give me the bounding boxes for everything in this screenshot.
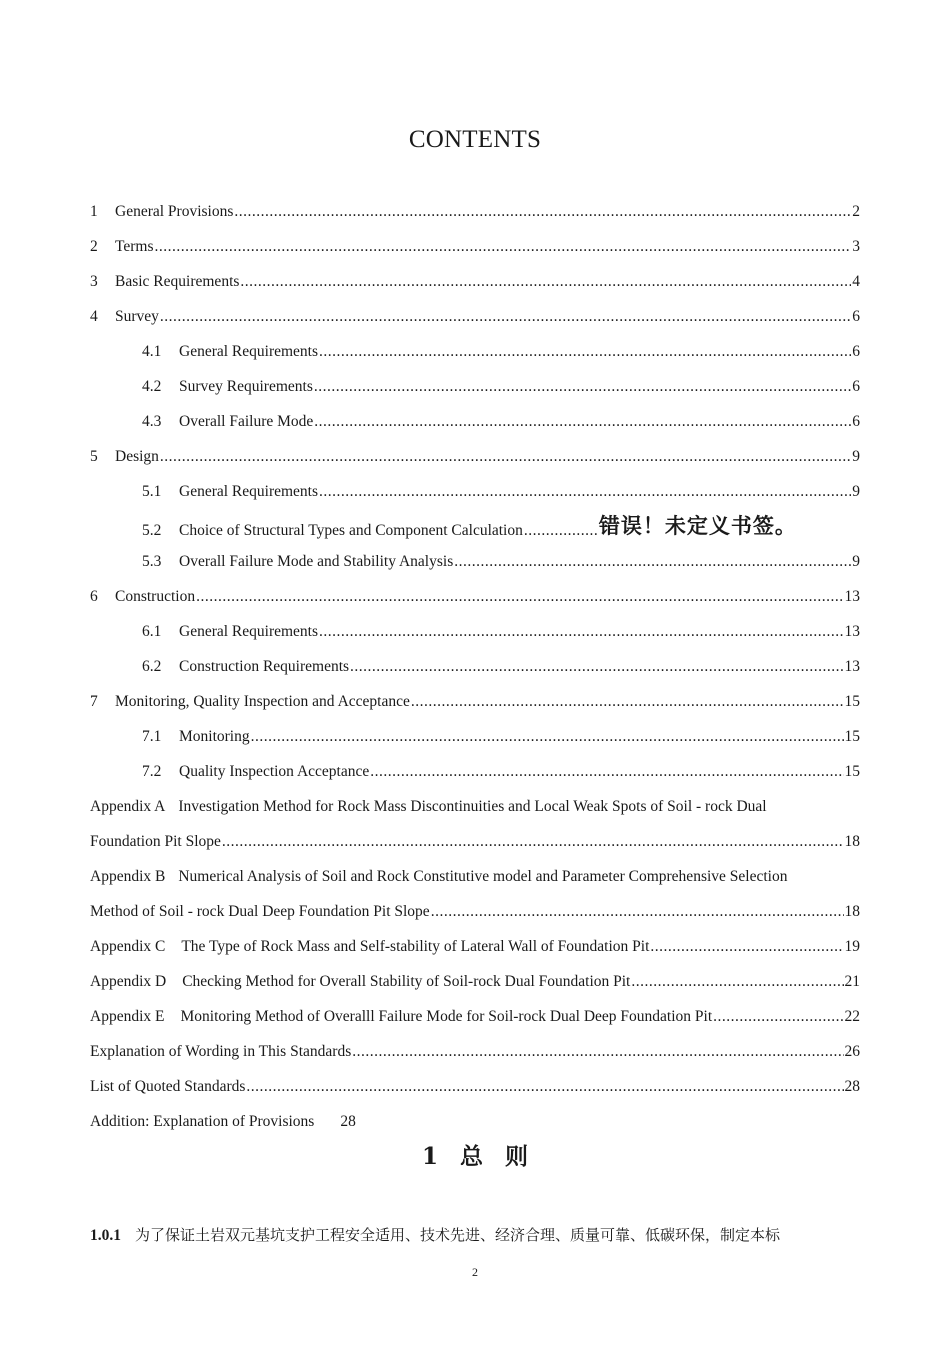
toc-leader-dots (713, 1007, 843, 1027)
toc-leader-dots (160, 307, 851, 327)
toc-entry-number: 4.3 (142, 413, 162, 430)
appendix-label: Appendix A (90, 798, 166, 815)
toc-entry-title: Numerical Analysis of Soil and Rock Constitutive model and Parameter Comprehensive Selection (178, 868, 788, 885)
toc-entry-title: General Requirements (179, 623, 319, 640)
toc-entry-page: 21 (844, 973, 860, 990)
toc-leader-dots (319, 342, 851, 362)
toc-entry-7-1[interactable] (142, 727, 860, 747)
toc-entry-5-1[interactable] (142, 482, 860, 502)
toc-entry-title: List of Quoted Standards (90, 1078, 246, 1095)
toc-entry-title: Overall Failure Mode and Stability Analysis (179, 553, 454, 570)
toc-leader-dots (319, 622, 843, 642)
toc-entry-7[interactable] (90, 692, 860, 712)
toc-entry-title: Method of Soil - rock Dual Deep Foundation Pit Slope (90, 903, 430, 920)
toc-entry-number: 4.2 (142, 378, 162, 395)
toc-entry-title: Survey (115, 308, 159, 325)
toc-entry-number: 6.2 (142, 658, 162, 675)
toc-entry-page: 15 (844, 693, 860, 710)
appendix-label: Appendix D (90, 973, 167, 990)
toc-entry-title: General Requirements (179, 343, 319, 360)
toc-entry-title: Choice of Structural Types and Component Calculation (179, 522, 523, 539)
toc-entry-page: 15 (844, 728, 860, 745)
toc-entry-page: 6 (852, 308, 860, 325)
chapter-heading (0, 1138, 950, 1171)
appendix-label: Appendix B (90, 868, 166, 885)
toc-entry-title: Construction (115, 588, 196, 605)
toc-leader-dots (454, 552, 851, 572)
toc-entry-page: 6 (852, 378, 860, 395)
clause-number: 1.0.1 (90, 1227, 121, 1244)
toc-entry-title: Monitoring, Quality Inspection and Acceptance (115, 693, 410, 710)
toc-entry-page: 6 (852, 343, 860, 360)
toc-entry-page: 28 (340, 1113, 356, 1130)
toc-entry-page: 13 (844, 623, 860, 640)
toc-entry-title: Basic Requirements (115, 273, 240, 290)
toc-entry-6-2[interactable] (142, 657, 860, 677)
chapter-title-char-1: 总 (460, 1143, 483, 1170)
toc-entry-page: 4 (852, 273, 860, 290)
appendix-label: Appendix E (90, 1008, 165, 1025)
toc-entry-page: 22 (844, 1008, 860, 1025)
toc-entry-page: 9 (852, 553, 860, 570)
toc-leader-dots (524, 521, 598, 541)
toc-entry-5[interactable] (90, 447, 860, 467)
toc-appendix-a-line-1[interactable] (90, 797, 767, 817)
toc-entry-page: 28 (844, 1078, 860, 1095)
toc-entry-title: Monitoring (179, 728, 250, 745)
toc-leader-dots (352, 1042, 843, 1062)
toc-entry-page: 15 (844, 763, 860, 780)
toc-entry-page: 2 (852, 203, 860, 220)
toc-entry-title: Foundation Pit Slope (90, 833, 221, 850)
toc-entry-page: 9 (852, 483, 860, 500)
toc-entry-3[interactable] (90, 272, 860, 292)
toc-leader-dots (370, 762, 843, 782)
toc-entry-number: 2 (90, 238, 98, 255)
toc-entry-title: Quality Inspection Acceptance (179, 763, 370, 780)
toc-entry-title: General Requirements (179, 483, 319, 500)
toc-leader-dots (234, 202, 851, 222)
toc-entry-page: 3 (852, 238, 860, 255)
toc-leader-dots (319, 482, 851, 502)
toc-leader-dots (222, 832, 844, 852)
toc-appendix-c[interactable] (90, 937, 860, 957)
toc-entry-title: The Type of Rock Mass and Self-stability of Lateral Wall of Foundation Pit (181, 938, 650, 955)
toc-entry-number: 6.1 (142, 623, 162, 640)
toc-appendix-b-line-2[interactable] (90, 902, 860, 922)
toc-entry-page: 9 (852, 448, 860, 465)
toc-entry-title: Investigation Method for Rock Mass Discontinuities and Local Weak Spots of Soil - rock Dual (178, 798, 767, 815)
toc-leader-dots (650, 937, 843, 957)
chapter-number: 1 (421, 1143, 438, 1170)
toc-entry-title: Explanation of Wording in This Standards (90, 1043, 352, 1060)
toc-entry-4-1[interactable] (142, 342, 860, 362)
toc-leader-dots (431, 902, 844, 922)
toc-entry-5-3[interactable] (142, 552, 860, 572)
toc-entry-5-2[interactable] (142, 514, 797, 541)
toc-list-of-quoted-standards[interactable] (90, 1077, 860, 1097)
toc-entry-page: 18 (844, 833, 860, 850)
toc-entry-page: 13 (844, 588, 860, 605)
toc-entry-6[interactable] (90, 587, 860, 607)
toc-entry-1[interactable] (90, 202, 860, 222)
toc-entry-page: 6 (852, 413, 860, 430)
toc-entry-title: General Provisions (115, 203, 234, 220)
toc-leader-dots (155, 237, 852, 257)
chapter-title-char-2: 则 (505, 1143, 529, 1170)
toc-appendix-b-line-1[interactable] (90, 867, 787, 887)
bookmark-error-message: 错误！未定义书签。 (598, 514, 797, 538)
page-number: 2 (472, 1265, 478, 1279)
toc-explanation-of-wording[interactable] (90, 1042, 860, 1062)
clause-1-0-1 (90, 1224, 865, 1245)
toc-entry-number: 3 (90, 273, 98, 290)
toc-entry-number: 7.2 (142, 763, 162, 780)
toc-appendix-d[interactable] (90, 972, 860, 992)
toc-entry-page: 19 (844, 938, 860, 955)
clause-text: 为了保证土岩双元基坑支护工程安全适用、技术先进、经济合理、质量可靠、低碳环保，制定本标 (135, 1226, 781, 1244)
toc-entry-7-2[interactable] (142, 762, 860, 782)
toc-entry-number: 5.3 (142, 553, 162, 570)
toc-entry-number: 7.1 (142, 728, 162, 745)
toc-entry-title: Design (115, 448, 159, 465)
toc-entry-2[interactable] (90, 237, 860, 257)
toc-entry-6-1[interactable] (142, 622, 860, 642)
toc-addition[interactable] (90, 1112, 356, 1132)
toc-entry-number: 5.1 (142, 483, 162, 500)
toc-entry-4[interactable] (90, 307, 860, 327)
toc-entry-title: Construction Requirements (179, 658, 350, 675)
toc-entry-number: 6 (90, 588, 98, 605)
toc-entry-page: 18 (844, 903, 860, 920)
toc-leader-dots (631, 972, 843, 992)
toc-leader-dots (350, 657, 843, 677)
toc-leader-dots (314, 377, 851, 397)
toc-entry-title: Survey Requirements (179, 378, 313, 395)
toc-entry-number: 7 (90, 693, 98, 710)
toc-entry-title: Addition: Explanation of Provisions (90, 1113, 315, 1130)
toc-leader-dots (160, 447, 851, 467)
toc-entry-title: Terms (115, 238, 154, 255)
toc-appendix-a-line-2[interactable] (90, 832, 860, 852)
toc-leader-dots (246, 1077, 843, 1097)
toc-entry-number: 4.1 (142, 343, 162, 360)
toc-leader-dots (240, 272, 851, 292)
toc-entry-page: 26 (844, 1043, 860, 1060)
toc-entry-4-2[interactable] (142, 377, 860, 397)
toc-entry-title: Monitoring Method of Overalll Failure Mode for Soil-rock Dual Deep Foundation Pit (180, 1008, 713, 1025)
toc-leader-dots (411, 692, 844, 712)
toc-appendix-e[interactable] (90, 1007, 860, 1027)
toc-entry-number: 5 (90, 448, 98, 465)
toc-leader-dots (196, 587, 843, 607)
toc-entry-number: 1 (90, 203, 98, 220)
toc-leader-dots (251, 727, 844, 747)
toc-leader-dots (314, 412, 851, 432)
toc-entry-4-3[interactable] (142, 412, 860, 432)
toc-entry-number: 4 (90, 308, 98, 325)
toc-entry-title: Overall Failure Mode (179, 413, 314, 430)
contents-title: CONTENTS (408, 126, 542, 153)
toc-entry-page: 13 (844, 658, 860, 675)
toc-entry-number: 5.2 (142, 522, 162, 539)
toc-entry-title: Checking Method for Overall Stability of Soil-rock Dual Foundation Pit (182, 973, 631, 990)
appendix-label: Appendix C (90, 938, 166, 955)
